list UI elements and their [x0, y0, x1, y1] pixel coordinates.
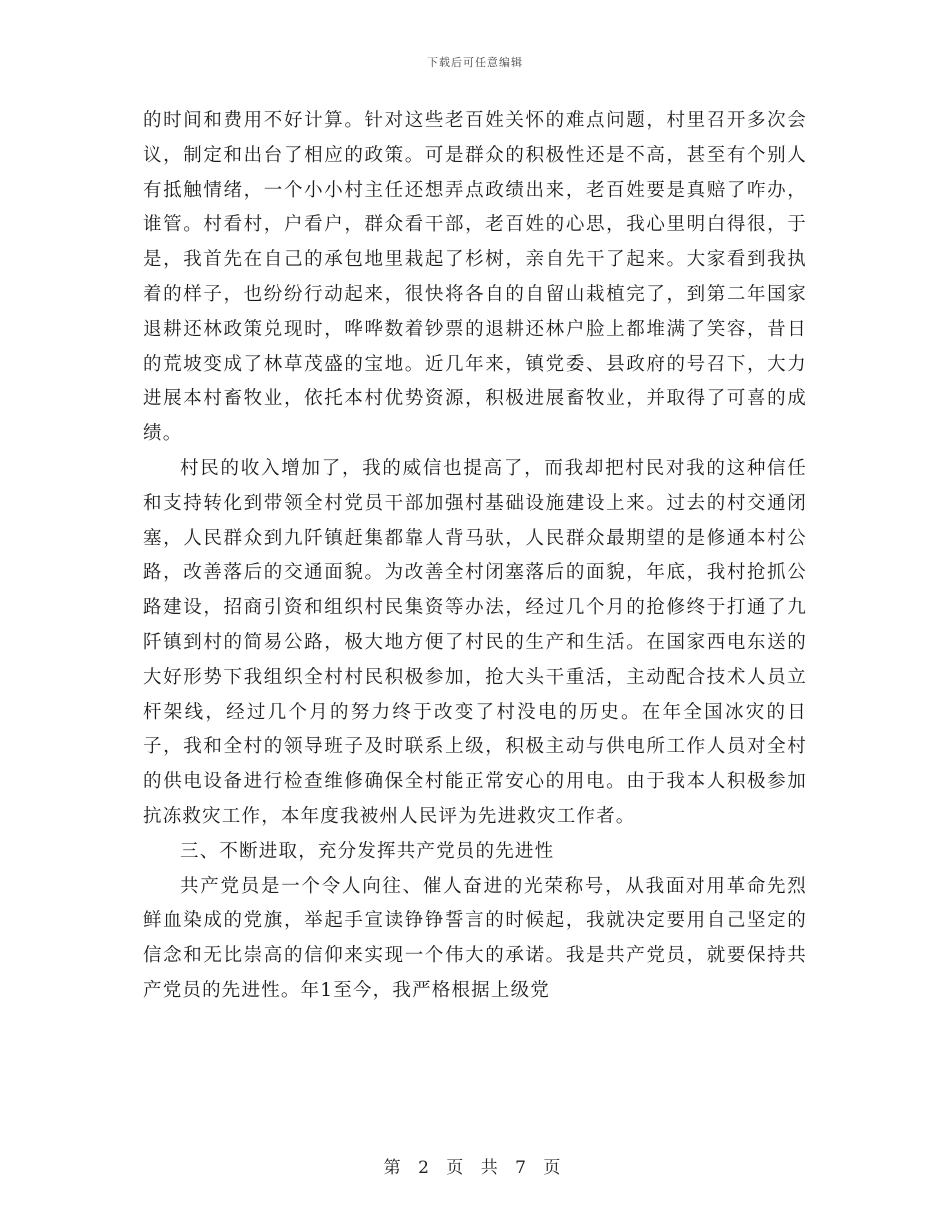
section-heading: 三、不断进取，充分发挥共产党员的先进性	[180, 840, 555, 862]
paragraph-2: 村民的收入增加了，我的威信也提高了，而我却把村民对我的这种信任和支持转化到带领全村党员干部加强村基础设施建设上来。过去的村交通闭塞，人民群众到九阡镇赶集都靠人背马驮，人民群众最期望的是修通本村公路，改善落后的交通面貌。为改善全村闭塞落后的面貌，年底，我村抢抓公路建设，招商引资和组织村民集资等办法，经过几个月的抢修终于打通了九阡镇到村的简易公路，极大地方便了村民的生产和生活。在国家西电东送的大好形势下我组织全村村民积极参加，抢大头干重活，主动配合技术人员立杆架线，经过几个月的努力终于改变了村没电的历史。在年全国冰灾的日子，我和全村的领导班子及时联系上级，积极主动与供电所工作人员对全村的供电设备进行检查维修确保全村能正常安心的用电。由于我本人积极参加抗冻救灾工作，本年度我被州人民评为先进救灾工作者。	[143, 457, 807, 827]
document-body	[143, 104, 807, 1009]
page-number: 第 2 页 共 7 页	[383, 1158, 567, 1178]
paragraph-1: 的时间和费用不好计算。针对这些老百姓关怀的难点问题，村里召开多次会议，制定和出台了相应的政策。可是群众的积极性还是不高，甚至有个别人有抵触情绪，一个小小村主任还想弄点政绩出来，老百姓要是真赔了咋办，谁管。村看村，户看户，群众看干部，老百姓的心思，我心里明白得很，于是，我首先在自己的承包地里栽起了杉树，亲自先干了起来。大家看到我执着的样子，也纷纷行动起来，很快将各自的自留山栽植完了，到第二年国家退耕还林政策兑现时，哗哗数着钞票的退耕还林户脸上都堆满了笑容，昔日的荒坡变成了林草茂盛的宝地。近几年来，镇党委、县政府的号召下，大力进展本村畜牧业，依托本村优势资源，积极进展畜牧业，并取得了可喜的成绩。	[143, 110, 807, 445]
header-note: 下载后可任意编辑	[427, 56, 523, 69]
paragraph-3: 共产党员是一个令人向往、催人奋进的光荣称号，从我面对用革命先烈鲜血染成的党旗，举起手宣读铮铮誓言的时候起，我就决定要用自己坚定的信念和无比崇高的信仰来实现一个伟大的承诺。我是共产党员，就要保持共产党员的先进性。年1至今，我严格根据上级党	[143, 875, 807, 1001]
